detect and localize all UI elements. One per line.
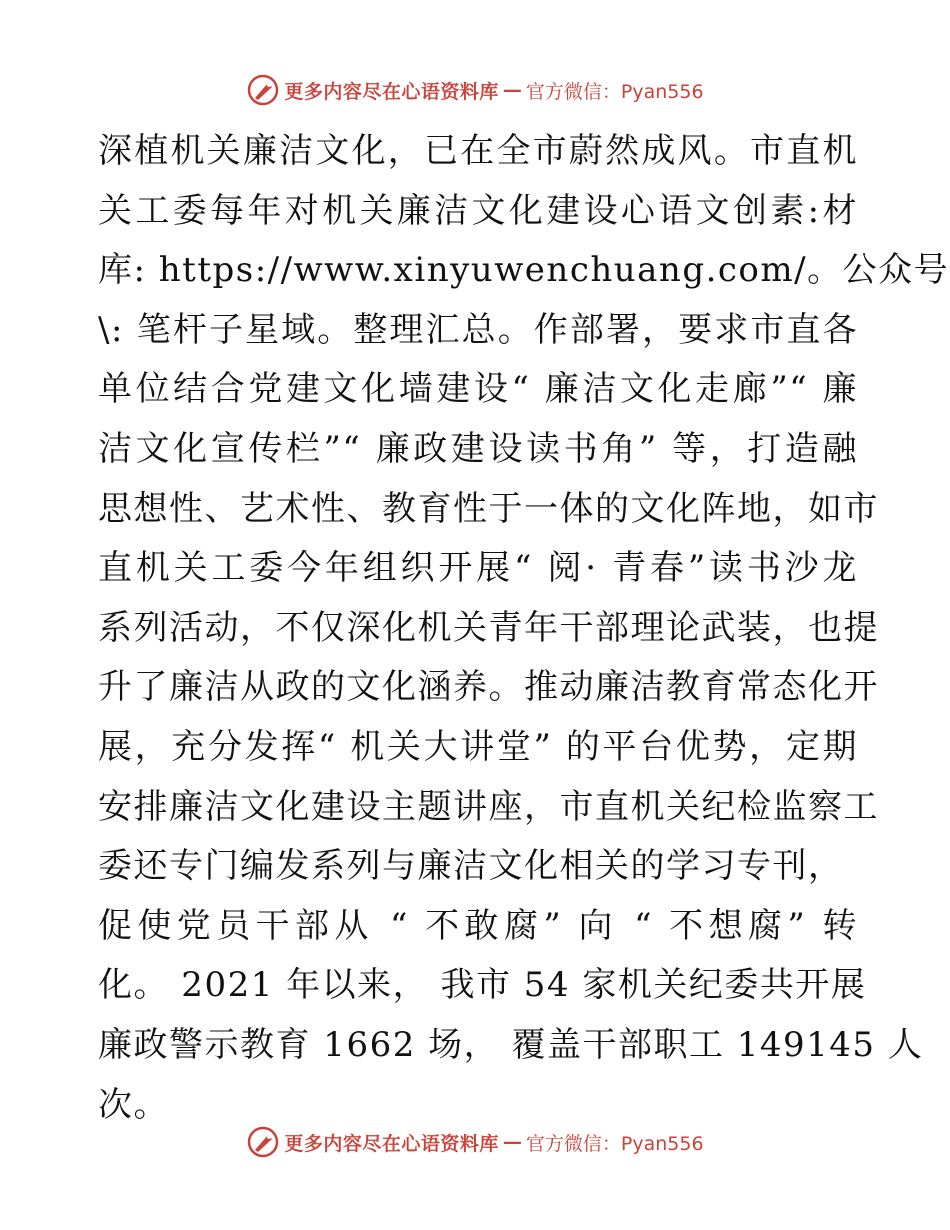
body-line: 安排廉洁文化建设主题讲座，市直机关纪检监察工 [98, 786, 879, 827]
body-line: 系列活动，不仅深化机关青年干部理论武装，也提 [98, 607, 879, 648]
header-banner [0, 70, 950, 110]
footer-banner-contact: 官方微信：Pyan556 [525, 1132, 704, 1155]
pen-nib-logo-icon [246, 1125, 280, 1159]
body-line: 库: https://www.xinyuwenchuang.com/。公众号 [98, 250, 950, 291]
body-line: 促使党员干部从 “ 不敢腐” 向 “ 不想腐” 转 [98, 905, 858, 946]
body-line: 展，充分发挥“ 机关大讲堂” 的平台优势，定期 [98, 726, 858, 767]
body-line: 单位结合党建文化墙建设“ 廉洁文化走廊”“ 廉 [98, 369, 858, 410]
body-line: 廉政警示教育 1662 场， 覆盖干部职工 149145 人 [98, 1024, 924, 1065]
header-banner-separator: — [502, 79, 522, 101]
body-line: 思想性、艺术性、教育性于一体的文化阵地，如市 [98, 488, 879, 529]
footer-banner-separator: — [502, 1131, 522, 1153]
body-line: 洁文化宣传栏”“ 廉政建设读书角” 等，打造融 [98, 428, 858, 469]
footer-banner [0, 1122, 950, 1162]
body-line: 升了廉洁从政的文化涵养。推动廉洁教育常态化开 [98, 667, 879, 708]
body-line: 关工委每年对机关廉洁文化建设心语文创素:材 [98, 190, 858, 231]
body-line: 次。 [98, 1084, 169, 1125]
pen-nib-logo-icon [246, 73, 280, 107]
body-line: 深植机关廉洁文化，已在全市蔚然成风。市直机 [98, 131, 858, 171]
body-line: 委还专门编发系列与廉洁文化相关的学习专刊， [98, 846, 844, 887]
body-line: \: 笔杆子星域。整理汇总。作部署，要求市直各 [98, 309, 858, 350]
body-line: 化。 2021 年以来， 我市 54 家机关纪委共开展 [98, 965, 867, 1006]
footer-banner-text: 更多内容尽在心语资料库 [284, 1132, 499, 1155]
body-line: 直机关工委今年组织开展“ 阅· 青春”读书沙龙 [98, 548, 858, 589]
header-banner-text: 更多内容尽在心语资料库 [284, 80, 499, 103]
header-banner-contact: 官方微信：Pyan556 [525, 80, 704, 103]
body-paragraph [98, 122, 950, 1135]
